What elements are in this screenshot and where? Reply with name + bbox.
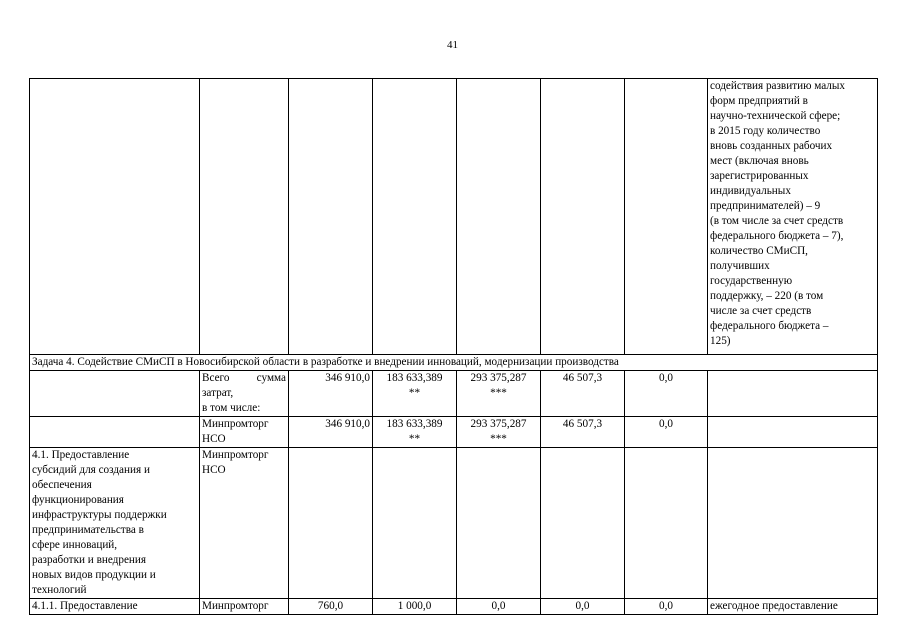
item-4-1-1-value-5: 0,0 [625,599,708,615]
ministry-value-3: 293 375,287 *** [457,417,541,448]
empty-cell [373,79,457,355]
empty-cell [30,417,200,448]
continuation-row [30,79,878,355]
total-value-4: 46 507,3 [541,371,625,417]
total-row [30,371,878,417]
item-4-1-1-note: ежегодное предоставление [708,599,878,615]
ministry-value-1: 346 910,0 [289,417,373,448]
item-4-1-1-row [30,599,878,615]
program-table [29,78,878,615]
empty-cell [289,448,373,599]
item-4-1-1-executor: Минпромторг [200,599,289,615]
page-number: 41 [447,39,458,51]
item-4-1-1-value-1: 760,0 [289,599,373,615]
item-4-1-executor: Минпромторг НСО [200,448,289,599]
empty-cell [30,79,200,355]
ministry-row [30,417,878,448]
empty-cell [541,79,625,355]
total-value-3: 293 375,287 *** [457,371,541,417]
total-label-cell [200,371,289,417]
item-4-1-1-value-3: 0,0 [457,599,541,615]
ministry-value-5: 0,0 [625,417,708,448]
total-value-1: 346 910,0 [289,371,373,417]
task-header-row [30,355,878,371]
empty-cell [541,448,625,599]
total-value-5: 0,0 [625,371,708,417]
expected-results-cell: содействия развитию малых форм предприятий в научно-технической сфере; в 2015 году количество вновь созданных рабочих мест (включая вновь зарегистрированных индивидуальных предпринимателей) – 9 (в том числе за счет средств федерального бюджета – 7), количество СМиСП, получивших государственную поддержку, – 220 (в том числе за счет средств федерального бюджета – 125) [708,79,878,355]
empty-cell [373,448,457,599]
ministry-value-4: 46 507,3 [541,417,625,448]
empty-cell [625,79,708,355]
empty-cell [30,371,200,417]
empty-cell [457,79,541,355]
empty-cell [625,448,708,599]
item-4-1-1-value-4: 0,0 [541,599,625,615]
ministry-value-2: 183 633,389 ** [373,417,457,448]
empty-cell [457,448,541,599]
total-label-line1: Всего сумма [202,372,286,384]
item-4-1-description: 4.1. Предоставление субсидий для создания и обеспечения функционирования инфраструктуры поддержки предпринимательства в сфере инноваций, разработки и внедрения новых видов продукции и технологий [30,448,200,599]
empty-cell [708,448,878,599]
empty-cell [200,79,289,355]
item-4-1-row [30,448,878,599]
total-label-rest: затрат, в том числе: [202,387,261,414]
empty-cell [289,79,373,355]
ministry-note [708,417,878,448]
item-4-1-1-value-2: 1 000,0 [373,599,457,615]
total-note [708,371,878,417]
total-value-2: 183 633,389 ** [373,371,457,417]
item-4-1-1-description: 4.1.1. Предоставление [30,599,200,615]
task-title: Задача 4. Содействие СМиСП в Новосибирской области в разработке и внедрении инноваций, модернизации производства [30,355,878,371]
ministry-label: Минпромторг НСО [200,417,289,448]
